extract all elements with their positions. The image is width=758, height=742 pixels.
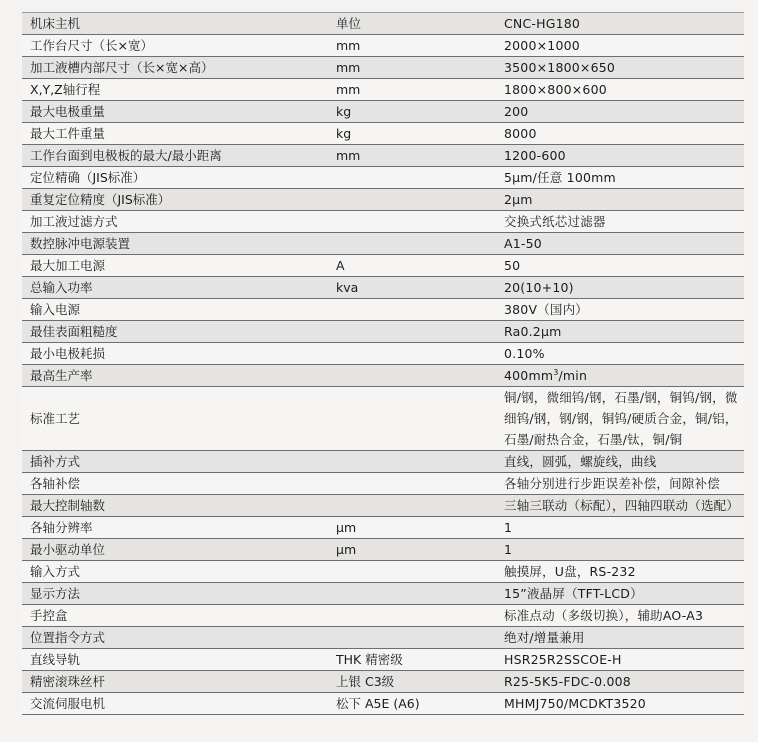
- value-cell: HSR25R2SSCOE-H: [474, 649, 744, 671]
- unit-cell: mm: [312, 145, 474, 167]
- table-row: [22, 583, 744, 605]
- unit-cell: [312, 583, 474, 605]
- unit-cell: μm: [312, 539, 474, 561]
- unit-cell: [312, 233, 474, 255]
- value-cell: 5μm/任意 100mm: [474, 167, 744, 189]
- unit-cell: [312, 321, 474, 343]
- item-cell: 最佳表面粗糙度: [22, 321, 312, 343]
- table-row: [22, 211, 744, 233]
- value-text: 400mm: [504, 368, 554, 383]
- table-row: [22, 145, 744, 167]
- unit-cell: kg: [312, 101, 474, 123]
- table-row: [22, 79, 744, 101]
- spec-table: [22, 12, 744, 715]
- table-row: [22, 365, 744, 387]
- unit-cell: [312, 343, 474, 365]
- value-cell: 50: [474, 255, 744, 277]
- value-cell: [474, 365, 744, 387]
- item-cell: 加工液槽内部尺寸（长×宽×高）: [22, 57, 312, 79]
- unit-cell: 上银 C3级: [312, 671, 474, 693]
- value-cell: 交换式纸芯过滤器: [474, 211, 744, 233]
- value-cell: 1: [474, 539, 744, 561]
- value-cell: 8000: [474, 123, 744, 145]
- value-cell: [474, 387, 744, 451]
- table-row: [22, 671, 744, 693]
- item-cell: 最小驱动单位: [22, 539, 312, 561]
- unit-cell: kva: [312, 277, 474, 299]
- value-cell: 200: [474, 101, 744, 123]
- table-row: [22, 649, 744, 671]
- table-row: [22, 693, 744, 715]
- table-row: [22, 321, 744, 343]
- table-row: [22, 561, 744, 583]
- unit-cell: [312, 299, 474, 321]
- value-cell: 各轴分别进行步距误差补偿，间隙补偿: [474, 473, 744, 495]
- unit-cell: THK 精密级: [312, 649, 474, 671]
- value-cell: 1200-600: [474, 145, 744, 167]
- unit-cell: [312, 473, 474, 495]
- item-cell: 输入方式: [22, 561, 312, 583]
- table-row: [22, 473, 744, 495]
- item-cell: 最大电极重量: [22, 101, 312, 123]
- table-row: [22, 627, 744, 649]
- item-cell: 定位精确（JIS标准）: [22, 167, 312, 189]
- item-cell: X,Y,Z轴行程: [22, 79, 312, 101]
- unit-cell: [312, 495, 474, 517]
- value-cell: 标准点动（多级切换），辅助AO-A3: [474, 605, 744, 627]
- value-cell: 3500×1800×650: [474, 57, 744, 79]
- item-cell: 总输入功率: [22, 277, 312, 299]
- item-cell: 最高生产率: [22, 365, 312, 387]
- table-row: [22, 605, 744, 627]
- value-cell: 1: [474, 517, 744, 539]
- unit-cell: mm: [312, 57, 474, 79]
- table-row: [22, 233, 744, 255]
- value-line: 铜/钢，微细钨/钢，石墨/钢，铜钨/钢，微: [504, 390, 738, 405]
- item-cell: 输入电源: [22, 299, 312, 321]
- unit-cell: 单位: [312, 13, 474, 35]
- item-cell: 显示方法: [22, 583, 312, 605]
- item-cell: 精密滚珠丝杆: [22, 671, 312, 693]
- value-text-tail: /min: [558, 368, 588, 383]
- table-row: [22, 35, 744, 57]
- table-row: [22, 539, 744, 561]
- unit-cell: A: [312, 255, 474, 277]
- unit-cell: mm: [312, 35, 474, 57]
- unit-cell: [312, 561, 474, 583]
- value-superscript: 3: [553, 367, 559, 377]
- value-cell: 15”液晶屏（TFT-LCD）: [474, 583, 744, 605]
- item-cell: 手控盒: [22, 605, 312, 627]
- value-cell: 触摸屏，U盘，RS-232: [474, 561, 744, 583]
- value-cell: 2000×1000: [474, 35, 744, 57]
- item-cell: 工作台尺寸（长×宽）: [22, 35, 312, 57]
- table-row: [22, 495, 744, 517]
- item-cell: 机床主机: [22, 13, 312, 35]
- value-cell: Ra0.2μm: [474, 321, 744, 343]
- value-line: 石墨/耐热合金，石墨/钛，铜/铜: [504, 432, 683, 447]
- value-cell: 三轴三联动（标配），四轴四联动（选配）: [474, 495, 744, 517]
- value-cell: CNC-HG180: [474, 13, 744, 35]
- item-cell: 各轴分辨率: [22, 517, 312, 539]
- table-row: [22, 101, 744, 123]
- item-cell: 交流伺服电机: [22, 693, 312, 715]
- item-cell: 工作台面到电极板的最大/最小距离: [22, 145, 312, 167]
- item-cell: 重复定位精度（JIS标准）: [22, 189, 312, 211]
- value-cell: A1-50: [474, 233, 744, 255]
- table-row: [22, 167, 744, 189]
- item-cell: 最小电极耗损: [22, 343, 312, 365]
- item-cell: 最大工件重量: [22, 123, 312, 145]
- value-cell: 0.10%: [474, 343, 744, 365]
- item-cell: 最大控制轴数: [22, 495, 312, 517]
- item-cell: 插补方式: [22, 451, 312, 473]
- unit-cell: 松下 A5E (A6): [312, 693, 474, 715]
- value-line: 细钨/钢，钢/钢，铜钨/硬质合金，铜/铝，: [504, 411, 738, 426]
- table-row: [22, 299, 744, 321]
- unit-cell: [312, 365, 474, 387]
- value-cell: 直线，圆弧，螺旋线，曲线: [474, 451, 744, 473]
- item-cell: 位置指令方式: [22, 627, 312, 649]
- item-cell: 数控脉冲电源装置: [22, 233, 312, 255]
- item-cell: 加工液过滤方式: [22, 211, 312, 233]
- table-row: [22, 517, 744, 539]
- unit-cell: [312, 387, 474, 451]
- table-row: [22, 189, 744, 211]
- value-cell: 1800×800×600: [474, 79, 744, 101]
- table-row: [22, 451, 744, 473]
- item-cell: 最大加工电源: [22, 255, 312, 277]
- unit-cell: [312, 189, 474, 211]
- table-row: [22, 123, 744, 145]
- unit-cell: [312, 211, 474, 233]
- unit-cell: μm: [312, 517, 474, 539]
- unit-cell: [312, 451, 474, 473]
- table-row: [22, 343, 744, 365]
- value-cell: R25-5K5-FDC-0.008: [474, 671, 744, 693]
- unit-cell: [312, 167, 474, 189]
- value-cell: 380V（国内）: [474, 299, 744, 321]
- table-row: [22, 57, 744, 79]
- value-cell: 20(10+10): [474, 277, 744, 299]
- item-cell: 标准工艺: [22, 387, 312, 451]
- table-row: [22, 277, 744, 299]
- value-cell: 绝对/增量兼用: [474, 627, 744, 649]
- item-cell: 直线导轨: [22, 649, 312, 671]
- table-row: [22, 255, 744, 277]
- unit-cell: kg: [312, 123, 474, 145]
- unit-cell: [312, 605, 474, 627]
- unit-cell: [312, 627, 474, 649]
- unit-cell: mm: [312, 79, 474, 101]
- value-cell: 2μm: [474, 189, 744, 211]
- value-cell: MHMJ750/MCDKT3520: [474, 693, 744, 715]
- item-cell: 各轴补偿: [22, 473, 312, 495]
- table-row: [22, 387, 744, 451]
- table-row: [22, 13, 744, 35]
